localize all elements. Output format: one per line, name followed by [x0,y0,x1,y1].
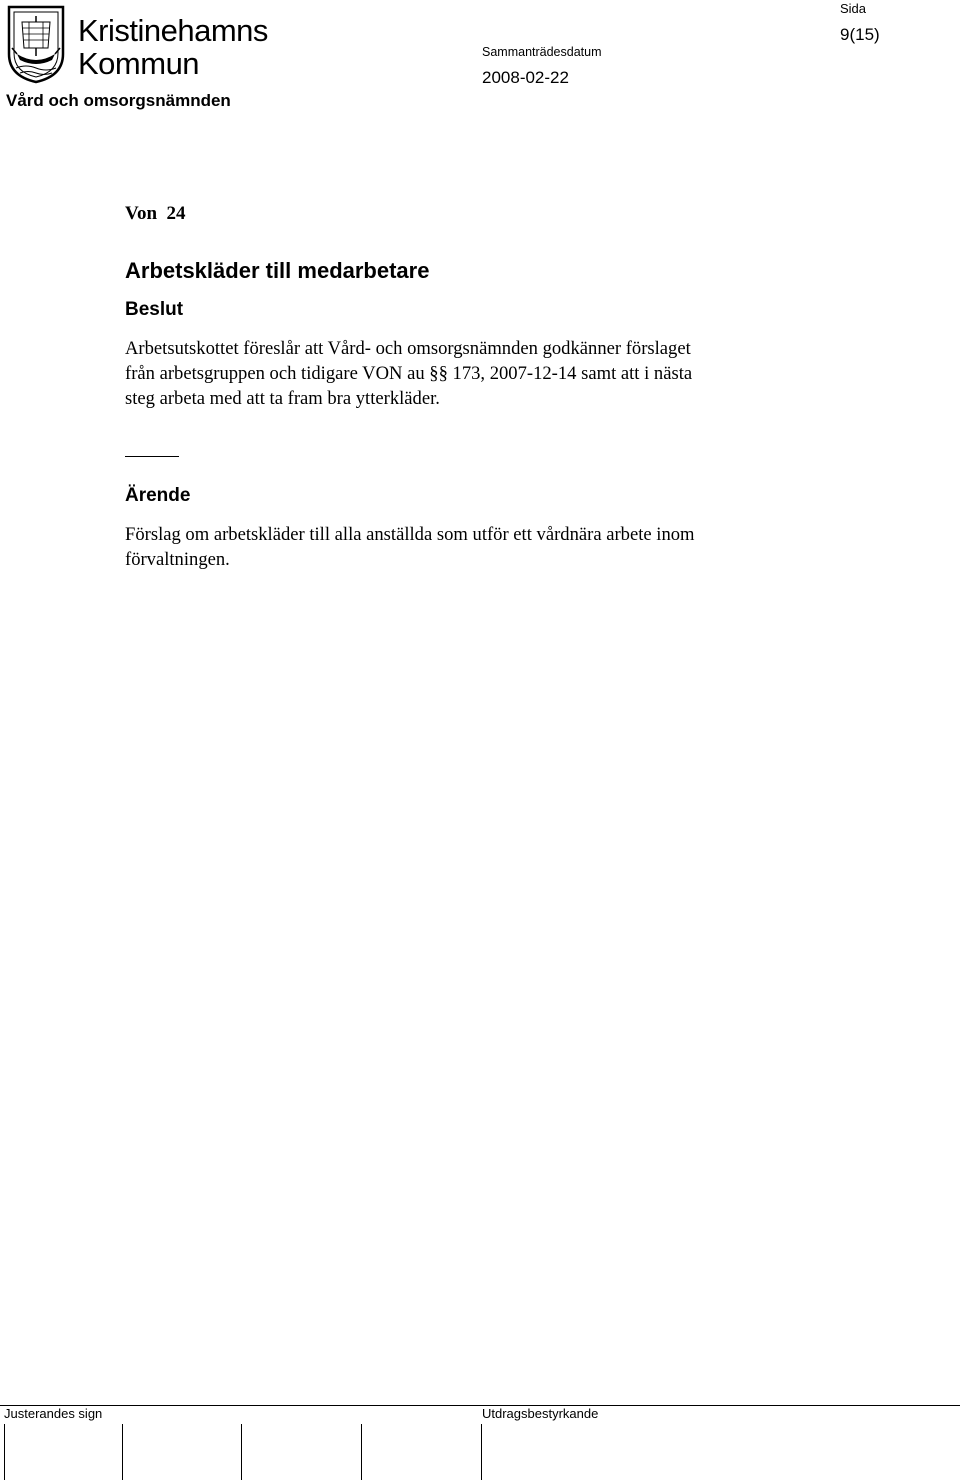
ship-coat-of-arms-icon [6,4,66,84]
committee-name: Vård och omsorgsnämnden [6,91,231,110]
beslut-paragraph [125,336,825,411]
signature-box-divider [4,1424,5,1480]
section-separator [125,456,179,457]
page-label: Sida [840,1,867,16]
beslut-line: Arbetsutskottet föreslår att Vård- och omsorgsnämnden godkänner förslaget [125,338,691,359]
logo-line-1: Kristinehamns [78,13,268,48]
beslut-heading: Beslut [125,299,184,320]
meeting-date: 2008-02-22 [482,68,569,87]
section-id: Von 24 [125,203,186,224]
justerandes-sign-label: Justerandes sign [4,1406,103,1421]
footer-divider [0,1405,960,1406]
page-number: 9(15) [840,25,880,44]
signature-box-divider [361,1424,362,1480]
arende-heading: Ärende [125,485,191,506]
logo-line-2: Kommun [78,46,200,81]
beslut-line: steg arbeta med att ta fram bra ytterkläder. [125,388,440,409]
arende-paragraph [125,522,825,572]
signature-box-divider [241,1424,242,1480]
signature-box-divider [122,1424,123,1480]
utdragsbestyrkande-label: Utdragsbestyrkande [482,1406,599,1421]
document-title: Arbetskläder till medarbetare [125,258,430,283]
meeting-date-label: Sammanträdesdatum [482,45,602,59]
signature-box-divider [481,1424,482,1480]
beslut-line: från arbetsgruppen och tidigare VON au §§ 173, 2007-12-14 samt att i nästa [125,363,693,384]
arende-line: Förslag om arbetskläder till alla anställda som utför ett vårdnära arbete inom [125,524,695,545]
municipality-logo-text [78,14,268,80]
arende-line: förvaltningen. [125,549,230,570]
